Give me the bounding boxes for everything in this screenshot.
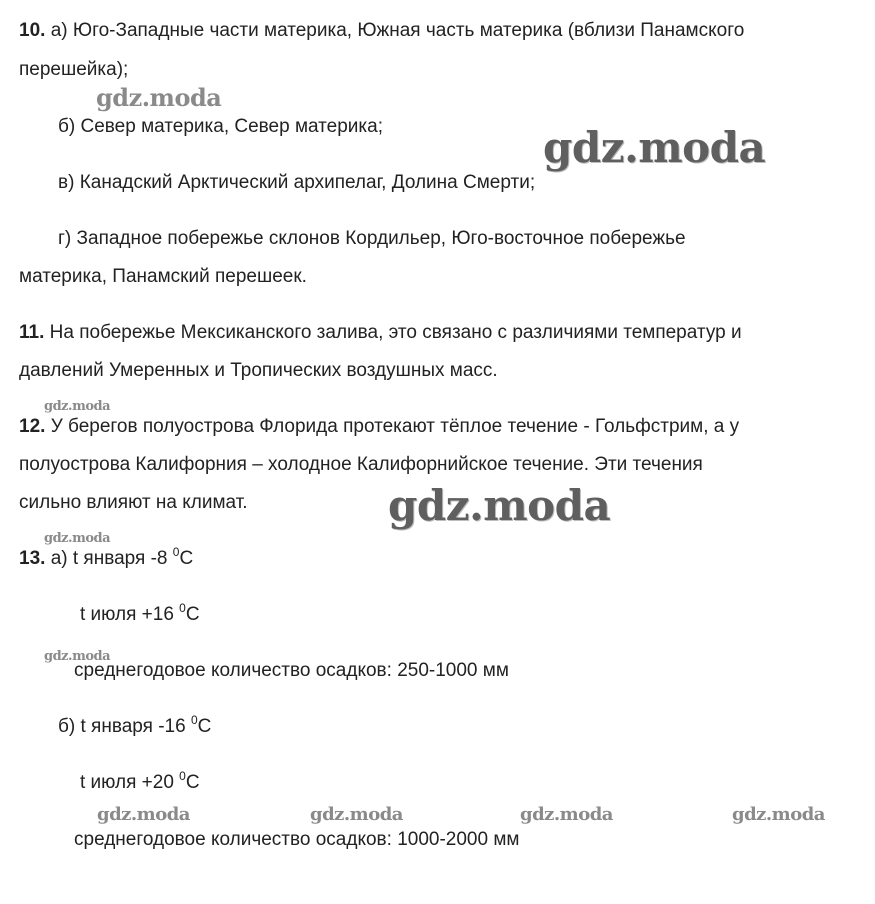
watermark: gdz.moda xyxy=(388,481,611,530)
q13-b-january xyxy=(58,708,211,746)
q10-b-text: б) Север материка, Север материка; xyxy=(58,116,383,137)
q13-b-precipitation: среднегодовое количество осадков: 1000-2000 мм xyxy=(74,829,520,850)
q12-text-3: сильно влияют на климат. xyxy=(19,492,248,513)
celsius-unit: C xyxy=(185,772,200,793)
q10-g-text-1: г) Западное побережье склонов Кордильер, Юго-восточное побережье xyxy=(58,228,686,249)
q13-b-july xyxy=(80,764,200,802)
watermark: gdz.moda xyxy=(543,123,766,172)
q13-b-jan-text: б) t января -16 xyxy=(58,716,191,737)
q13-b-jul-text: t июля +20 xyxy=(80,772,180,793)
degree-superscript: 0 xyxy=(179,769,186,783)
celsius-unit: C xyxy=(179,548,194,569)
watermark: gdz.moda xyxy=(310,804,403,825)
q13-a-precipitation: среднегодовое количество осадков: 250-1000 мм xyxy=(74,660,509,681)
q10-a-text-1: а) Юго-Западные части материка, Южная часть материка (вблизи Панамского xyxy=(45,20,745,41)
q13-a-jul-text: t июля +16 xyxy=(80,604,180,625)
q11-line-1 xyxy=(19,314,742,352)
watermark: gdz.moda xyxy=(44,649,111,664)
celsius-unit: C xyxy=(185,604,200,625)
q13-a-jan-text: а) t января -8 xyxy=(45,548,173,569)
q10-number: 10. xyxy=(19,20,46,41)
watermark: gdz.moda xyxy=(44,399,111,414)
q11-number: 11. xyxy=(19,322,45,343)
q13-number: 13. xyxy=(19,548,46,569)
q10-line-a1 xyxy=(19,12,744,50)
q10-g-text-2: материка, Панамский перешеек. xyxy=(19,266,307,287)
q10-a-text-2: перешейка); xyxy=(19,59,129,80)
degree-superscript: 0 xyxy=(179,601,186,615)
celsius-unit: C xyxy=(197,716,212,737)
watermark: gdz.moda xyxy=(97,804,190,825)
degree-superscript: 0 xyxy=(172,545,180,559)
q12-text-2: полуострова Калифорния – холодное Калифорнийское течение. Эти течения xyxy=(19,454,703,475)
degree-superscript: 0 xyxy=(190,713,198,727)
watermark: gdz.moda xyxy=(96,83,222,112)
q10-v-text: в) Канадский Арктический архипелаг, Долина Смерти; xyxy=(58,172,536,193)
watermark: gdz.moda xyxy=(44,531,111,546)
watermark: gdz.moda xyxy=(520,804,613,825)
q13-a-july xyxy=(80,596,200,634)
q11-text-1: На побережье Мексиканского залива, это связано с различиями температур и xyxy=(44,322,742,343)
q11-text-2: давлений Умеренных и Тропических воздушных масс. xyxy=(19,360,498,381)
q12-text-1: У берегов полуострова Флорида протекают тёплое течение - Гольфстрим, а у xyxy=(45,416,740,437)
watermark: gdz.moda xyxy=(732,804,825,825)
q12-line-1 xyxy=(19,408,739,446)
q12-number: 12. xyxy=(19,416,46,437)
